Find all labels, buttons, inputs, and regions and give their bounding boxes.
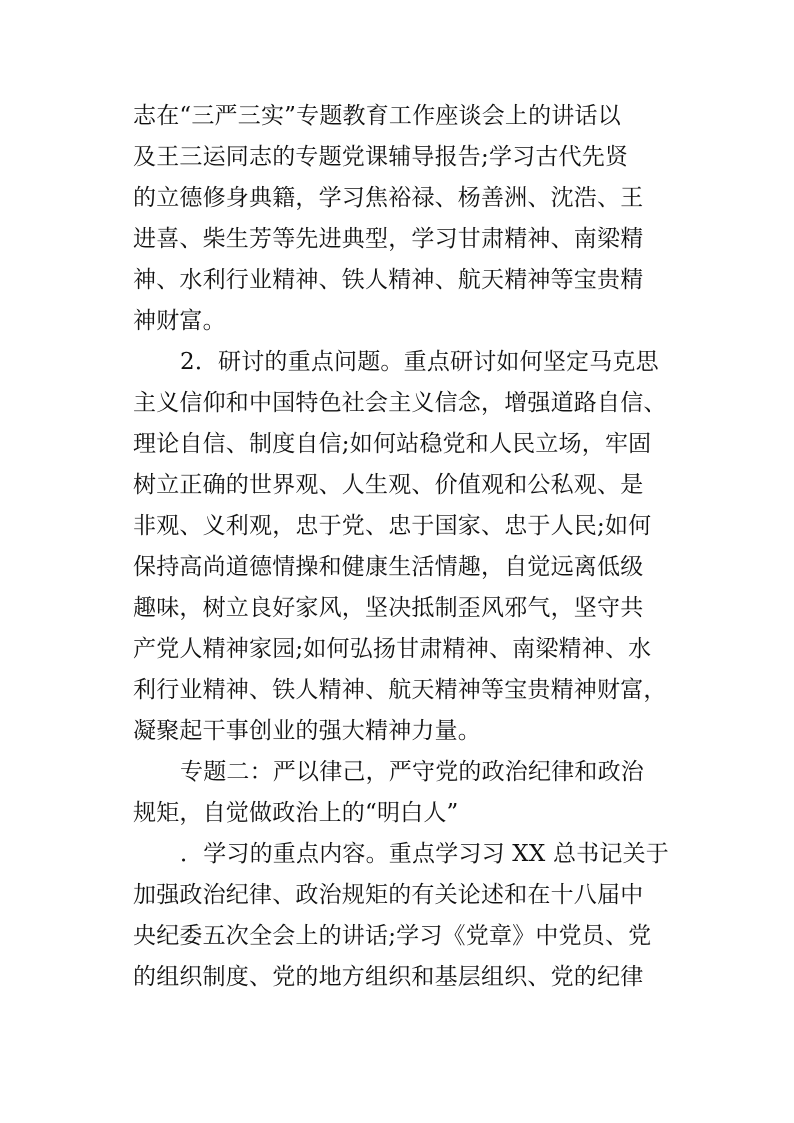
text-line: 神、水利行业精神、铁人精神、航天精神等宝贵精: [133, 267, 644, 293]
text-line: 加强政治纪律、政治规矩的有关论述和在十八届中: [133, 882, 644, 908]
text-line: 主义信仰和中国特色社会主义信念，增强道路自信、: [133, 390, 667, 416]
text-line: 神财富。: [133, 308, 226, 334]
text-line: 的立德修身典籍，学习焦裕禄、杨善洲、沈浩、王: [133, 185, 644, 211]
paragraph-start-line: ．学习的重点内容。重点学习习 XX 总书记关于: [180, 841, 669, 867]
text-line: 的组织制度、党的地方组织和基层组织、党的纪律: [133, 964, 644, 990]
text-line: 理论自信、制度自信;如何站稳党和人民立场，牢固: [133, 431, 652, 457]
section-heading-line: 规矩，自觉做政治上的“明白人”: [133, 800, 459, 826]
text-line: 凝聚起干事创业的强大精神力量。: [133, 718, 481, 744]
text-line: 树立正确的世界观、人生观、价值观和公私观、是: [133, 472, 644, 498]
text-line: 保持高尚道德情操和健康生活情趣，自觉远离低级: [133, 554, 644, 580]
text-line: 央纪委五次全会上的讲话;学习《党章》中党员、党: [133, 923, 652, 949]
text-line: 趣味，树立良好家风，坚决抵制歪风邪气，坚守共: [133, 595, 644, 621]
text-line: 非观、义利观，忠于党、忠于国家、忠于人民;如何: [133, 513, 652, 539]
text-line: 利行业精神、铁人精神、航天精神等宝贵精神财富，: [133, 677, 667, 703]
text-line: 进喜、柴生芳等先进典型，学习甘肃精神、南梁精: [133, 226, 644, 252]
paragraph-start-line: 2．研讨的重点问题。重点研讨如何坚定马克思: [180, 349, 659, 375]
text-line: 及王三运同志的专题党课辅导报告;学习古代先贤: [133, 144, 629, 170]
text-line: 产党人精神家园;如何弘扬甘肃精神、南梁精神、水: [133, 636, 652, 662]
text-line: 志在“三严三实”专题教育工作座谈会上的讲话以: [133, 103, 621, 129]
section-heading-line: 专题二：严以律己，严守党的政治纪律和政治: [180, 759, 644, 785]
